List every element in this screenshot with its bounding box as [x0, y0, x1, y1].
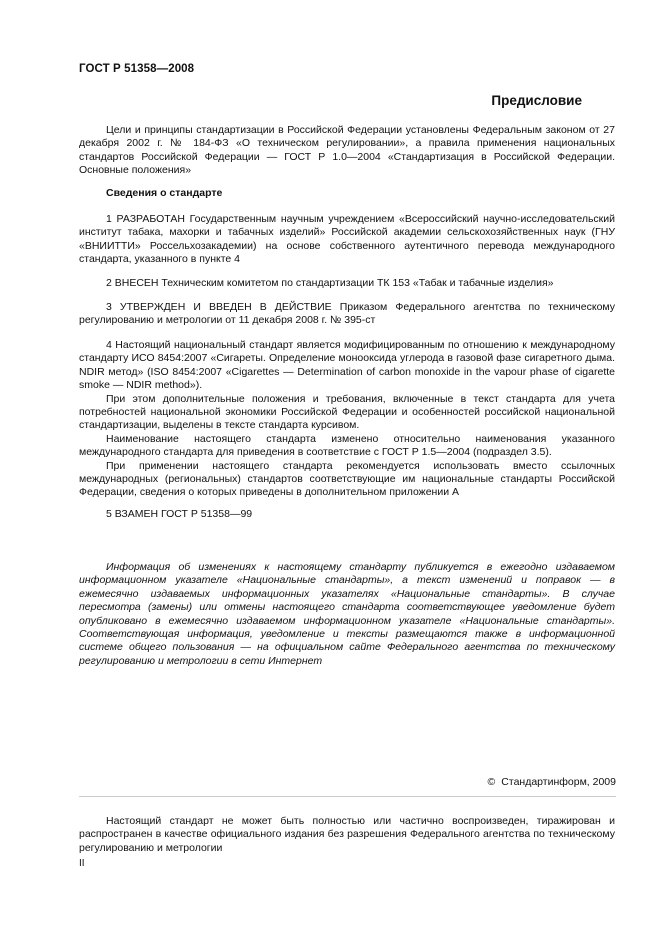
notice-paragraph: Информация об изменениях к настоящему стандарту публикуется в ежегодно издаваемом информационном указателе «Национальные стандарты», а текст изменений и поправок — в ежемесячно издаваемых информационных указателях «Национальные стандарты». В случае пересмотра (замены) или отмены настоящего стандарта соответствующее уведомление будет опубликовано в ежемесячно издаваемом информационном указателе «Национальные стандарты». Соответствующая информация, уведомление и тексты размещаются также в информационной системе общего пользования — на официальном сайте Федерального агентства по техническому регулированию и метрологии в сети Интернет [79, 561, 615, 667]
rights-paragraph: Настоящий стандарт не может быть полностью или частично воспроизведен, тиражирован и распространен в качестве официального издания без разрешения Федерального агентства по техническому регулированию и метрологии [79, 815, 615, 854]
rights-section [79, 815, 615, 855]
item-4-paragraph-2: При этом дополнительные положения и требования, включенные в текст стандарта для учета потребностей национальной экономики Российской Федерации и особенностей российской национальной стандартизации, выделены в тексте стандарта курсивом. [79, 392, 615, 432]
item-3-paragraph: 3 УТВЕРЖДЕН И ВВЕДЕН В ДЕЙСТВИЕ Приказом Федерального агентства по техническому регулированию и метрологии от 11 декабря 2008 г. № 395-ст [79, 301, 615, 327]
item-4-paragraph-1: 4 Настоящий национальный стандарт является модифицированным по отношению к международному стандарту ИСО 8454:2007 «Сигареты. Определение монооксида углерода в газовой фазе сигаретного дыма. NDIR метод» (ISO 8454:2007 «Cigarettes — Determination of carbon monoxide in the vapour phase of cigarette smoke — NDIR method»). [79, 339, 615, 392]
item-2-section [79, 277, 615, 290]
item-2-paragraph: 2 ВНЕСЕН Техническим комитетом по стандартизации ТК 153 «Табак и табачные изделия» [106, 277, 554, 289]
item-4-paragraph-3: Наименование настоящего стандарта изменено относительно наименования указанного международного стандарта для приведения в соответствие с ГОСТ Р 1.5—2004 (подраздел 3.5). [79, 432, 615, 459]
item-1-section [79, 213, 615, 267]
divider [79, 796, 616, 797]
item-4-section [79, 339, 615, 500]
info-heading: Сведения о стандарте [106, 187, 223, 199]
copyright-symbol: © [487, 776, 496, 788]
notice-section [79, 561, 615, 668]
item-5-section [79, 508, 615, 521]
item-5-paragraph: 5 ВЗАМЕН ГОСТ Р 51358—99 [106, 508, 253, 520]
item-4-paragraph-4: При применении настоящего стандарта рекомендуется использовать вместо ссылочных международных (региональных) стандартов соответствующие им национальные стандарты Российской Федерации, сведения о которых приведены в дополнительном приложении А [79, 459, 615, 499]
page-number: II [79, 858, 85, 869]
item-1-paragraph: 1 РАЗРАБОТАН Государственным научным учреждением «Всероссийский научно-исследовательский институт табака, махорки и табачных изделий» Российской академии сельскохозяйственных наук (ГНУ «ВНИИТТИ» Россельхозакадемии) на основе собственного аутентичного перевода международного стандарта, указанного в пункте 4 [79, 213, 615, 266]
standard-header: ГОСТ Р 51358—2008 [79, 63, 195, 75]
item-3-section [79, 301, 615, 328]
intro-paragraph: Цели и принципы стандартизации в Российской Федерации установлены Федеральным законом от 27 декабря 2002 г. № 184-ФЗ «О техническом регулировании», а правила применения национальных стандартов Российской Федерации — ГОСТ Р 1.0—2004 «Стандартизация в Российской Федерации. Основные положения» [79, 124, 615, 177]
copyright-line [79, 776, 616, 788]
page-title: Предисловие [491, 93, 582, 108]
intro-section [79, 124, 615, 178]
copyright-text: Стандартинформ, 2009 [501, 776, 616, 788]
